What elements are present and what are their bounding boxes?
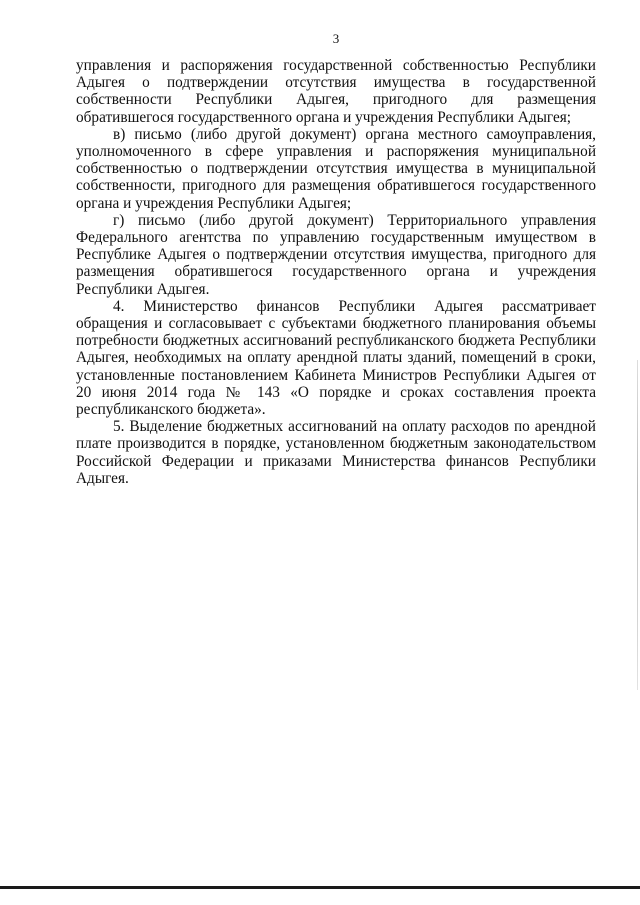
paragraph-item-g: г) письмо (либо другой документ) Территориального управления Федерального агентства по управлению государственным имуществом в Республике Адыгея о подтверждении отсутствия имущества, пригодного для размещения обратившегося государственного органа и учреждения Республики Адыгея. <box>76 211 596 298</box>
paragraph-continuation: управления и распоряжения государственной собственностью Республики Адыгея о подтверждении отсутствия имущества в государственной собственности Республики Адыгея, пригодного для размещения обратившегося государственного органа и учреждения Республики Адыгея; <box>76 57 596 126</box>
paragraph-5: 5. Выделение бюджетных ассигнований на оплату расходов по арендной плате производится в порядке, установленном бюджетным законодательством Российской Федерации и приказами Министерства финансов Республики Адыгея. <box>76 418 596 487</box>
scan-edge-shadow <box>637 360 638 690</box>
scan-bottom-edge <box>0 886 640 889</box>
document-body <box>76 57 596 487</box>
paragraph-4: 4. Министерство финансов Республики Адыгея рассматривает обращения и согласовывает с субъектами бюджетного планирования объемы потребности бюджетных ассигнований республиканского бюджета Республики Адыгея, необходимых на оплату арендной платы зданий, помещений в сроки, установленные постановлением Кабинета Министров Республики Адыгея от 20 июня 2014 года № 143 «О порядке и сроках составления проекта республиканского бюджета». <box>76 297 596 419</box>
page-number: 3 <box>332 31 340 46</box>
paragraph-item-v: в) письмо (либо другой документ) органа местного самоуправления, уполномоченного в сфере управления и распоряжения муниципальной собственностью о подтверждении отсутствия имущества в муниципальной собственности, пригодного для размещения обратившегося государственного органа и учреждения Республики Адыгея; <box>76 125 596 212</box>
